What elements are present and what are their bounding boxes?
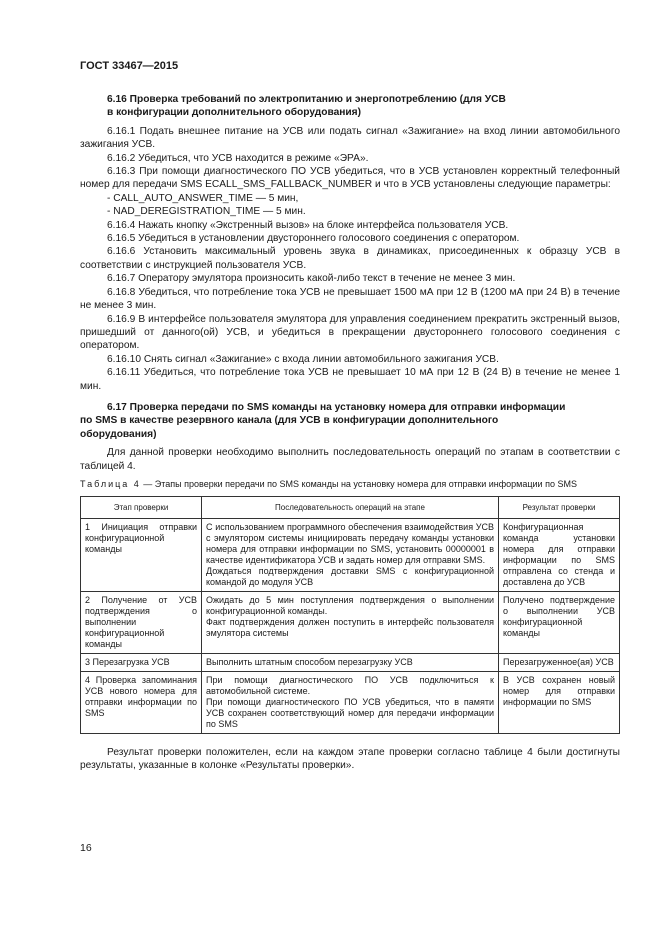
table-4-caption-text: — Этапы проверки передачи по SMS команды на установку номера для отправки информации по SMS	[140, 478, 577, 489]
table-4-label: Таблица 4	[80, 478, 141, 489]
item-6-16-9: 6.16.9 В интерфейсе пользователя эмулятора для управления соединением прекратить экстренный вызов, пришедший от данного(ой) УСВ, и убедиться в прекращении двустороннего голосового соединения с оператором.	[80, 313, 620, 352]
result-text: Конфигурационная команда установки номера для отправки информации по SMS отправлена со стенда и доставлена до УСВ	[503, 521, 615, 587]
result-text: Перезагруженное(ая) УСВ	[503, 656, 614, 667]
item-6-16-5: 6.16.5 Убедиться в установлении двустороннего голосового соединения с оператором.	[107, 233, 520, 245]
table-row	[81, 671, 620, 733]
item-6-16-3: 6.16.3 При помощи диагностического ПО УСВ убедиться, что в УСВ установлен корректный телефонный номер для передачи SMS ECALL_SMS_FALLBACK_NUMBER и что в УСВ установлены следующие параметры:	[80, 166, 620, 191]
result-cell	[499, 653, 620, 671]
ops-cell	[202, 591, 499, 653]
ops-cell	[202, 518, 499, 591]
stage-text: 1 Инициация отправки конфигурационной команды	[85, 521, 197, 554]
item-6-16-8: 6.16.8 Убедиться, что потребление тока УСВ не превышает 1500 мА при 12 В (1200 мА при 24 В) в течение не менее 3 мин.	[80, 286, 620, 312]
ops-text: С использованием программного обеспечения взаимодействия УСВ с эмулятором системы инициировать передачу команды установки номера для отправки информации по SMS, установить 00000001 в качестве идентификатора УСВ и задать номер для отправки SMS.	[206, 521, 494, 565]
ops-cell	[202, 671, 499, 733]
ops-text: Факт подтверждения должен поступить в интерфейс пользователя эмулятора системы	[206, 616, 494, 638]
param-call-auto-answer: - CALL_AUTO_ANSWER_TIME — 5 мин,	[107, 192, 299, 204]
stage-cell	[81, 518, 202, 591]
item-6-16-4: 6.16.4 Нажать кнопку «Экстренный вызов» на блоке интерфейса пользователя УСВ.	[107, 219, 509, 231]
section-617-intro: Для данной проверки необходимо выполнить последовательность операций по этапам в соответствии с таблицей 4.	[80, 447, 620, 472]
table-4-caption	[80, 479, 620, 490]
item-6-16-10: 6.16.10 Снять сигнал «Зажигание» с входа линии автомобильного зажигания УСВ.	[107, 353, 499, 365]
ops-text: Ожидать до 5 мин поступления подтверждения о выполнении конфигурационной команды.	[206, 594, 494, 616]
standard-header: ГОСТ 33467—2015	[80, 60, 179, 72]
item-6-16-6: 6.16.6 Установить максимальный уровень звука в динамиках, присоединенных к образцу УСВ в соответствии с инструкцией пользователя УСВ.	[80, 246, 620, 271]
item-6-16-1: 6.16.1 Подать внешнее питание на УСВ или подать сигнал «Зажигание» на вход линии автомобильного зажигания УСВ.	[80, 125, 620, 151]
ops-text: При помощи диагностического ПО УСВ убедиться, что в памяти УСВ сохранен соответствующий номер для передачи информации по SMS	[206, 696, 494, 729]
result-cell	[499, 591, 620, 653]
table-row	[81, 653, 620, 671]
header-operations: Последовательность операций на этапе	[202, 496, 499, 518]
table-row	[81, 591, 620, 653]
result-cell	[499, 671, 620, 733]
section-617-title-line3: оборудования)	[80, 428, 157, 440]
stage-cell	[81, 591, 202, 653]
stage-cell	[81, 671, 202, 733]
item-6-16-7: 6.16.7 Оператору эмулятора произносить какой-либо текст в течение не менее 3 мин.	[107, 273, 516, 285]
ops-text: Дождаться подтверждения доставки SMS с конфигурационной командой до модуля УСВ	[206, 565, 494, 587]
page-content	[80, 93, 620, 773]
table-header-row	[81, 496, 620, 518]
stage-cell	[81, 653, 202, 671]
stage-text: 3 Перезагрузка УСВ	[85, 656, 170, 667]
item-6-16-2: 6.16.2 Убедиться, что УСВ находится в режиме «ЭРА».	[107, 152, 369, 164]
result-text: Получено подтверждение о выполнении УСВ конфигурационной команды	[503, 594, 615, 638]
result-cell	[499, 518, 620, 591]
header-stage: Этап проверки	[81, 496, 202, 518]
stage-text: 4 Проверка запоминания УСВ нового номера для отправки информации по SMS	[85, 674, 197, 718]
section-617-title-line2: по SMS в качестве резервного канала (для УСВ в конфигурации дополнительного	[80, 415, 499, 427]
section-616-title-line1: 6.16 Проверка требований по электропитанию и энергопотреблению (для УСВ	[107, 94, 506, 105]
item-6-16-11: 6.16.11 Убедиться, что потребление тока УСВ не превышает 10 мА при 12 В (24 В) в течение не менее 1 мин.	[80, 367, 620, 392]
section-616-title-line2: в конфигурации дополнительного оборудования)	[107, 107, 361, 119]
section-617-title-line1: 6.17 Проверка передачи по SMS команды на установку номера для отправки информации	[107, 401, 566, 413]
result-text: В УСВ сохранен новый номер для отправки информации по SMS	[503, 674, 615, 707]
ops-text: При помощи диагностического ПО УСВ подключиться к автомобильной системе.	[206, 674, 494, 696]
header-result: Результат проверки	[499, 496, 620, 518]
ops-cell	[202, 653, 499, 671]
ops-text: Выполнить штатным способом перезагрузку УСВ	[206, 656, 413, 667]
table-4	[80, 496, 620, 734]
table-row	[81, 518, 620, 591]
stage-text: 2 Получение от УСВ подтверждения о выполнении конфигурационной команды	[85, 594, 197, 649]
page-number: 16	[80, 842, 92, 854]
param-nad-deregistration: - NAD_DEREGISTRATION_TIME — 5 мин.	[107, 206, 306, 218]
conclusion-text: Результат проверки положителен, если на каждом этапе проверки согласно таблице 4 были достигнуты результаты, указанные в колонке «Результаты проверки».	[80, 746, 620, 772]
